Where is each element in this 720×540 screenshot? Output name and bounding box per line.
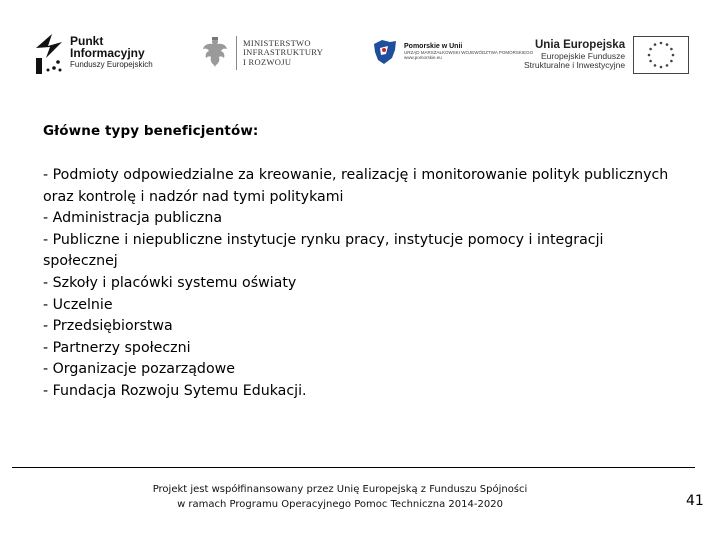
logo-pomorskie-line2: URZĄD MARSZAŁKOWSKI WOJEWÓDZTWA POMORSKIEGO xyxy=(404,49,534,55)
beneficiary-list xyxy=(43,165,673,403)
pomorskie-logo xyxy=(372,38,533,66)
ministry-logo xyxy=(200,36,323,70)
logo-pomorskie-line1: Pomorskie w Unii xyxy=(404,43,463,51)
eu-logo xyxy=(524,36,689,74)
flag-icon xyxy=(34,30,64,74)
footer-divider xyxy=(12,467,695,468)
logo-eu-line3: Strukturalne i Inwestycyjne xyxy=(524,60,626,71)
logo-ministry-line3: I ROZWOJU xyxy=(243,56,292,67)
list-item: - Przedsiębiorstwa xyxy=(43,318,173,335)
footer-note xyxy=(150,482,530,512)
logo-ministry-line2: INFRASTRUKTURY xyxy=(243,47,324,58)
pomorskie-map-icon xyxy=(372,38,398,66)
logo-divider xyxy=(236,36,237,70)
list-item: - Fundacja Rozwoju Sytemu Edukacji. xyxy=(43,382,307,399)
punkt-informacyjny-logo xyxy=(34,30,153,74)
eu-flag-icon xyxy=(633,36,689,74)
logo-ministry-line1: MINISTERSTWO xyxy=(243,38,311,49)
logo-eu-line1: Unia Europejska xyxy=(534,39,626,52)
list-item: - Organizacje pozarządowe xyxy=(43,361,235,378)
list-item: - Podmioty odpowiedzialne za kreowanie, realizację i monitorowanie polityk publicznych oraz kontrolę i nadzór nad tymi politykami xyxy=(43,167,669,205)
eagle-emblem-icon xyxy=(200,36,230,70)
list-item: - Administracja publiczna xyxy=(43,210,223,227)
logo-punkt-line1: Punkt xyxy=(70,33,104,48)
list-item: - Publiczne i niepubliczne instytucje rynku pracy, instytucje pomocy i integracji społecznej xyxy=(43,231,604,270)
page-number: 41 xyxy=(686,493,704,509)
logo-bar xyxy=(0,0,720,100)
list-item: - Szkoły i placówki systemu oświaty xyxy=(43,274,297,291)
logo-pomorskie-line3: www.pomorskie.eu xyxy=(404,54,442,60)
footer-line2: w ramach Programu Operacyjnego Pomoc Techniczna 2014-2020 xyxy=(177,499,503,510)
section-heading: Główne typy beneficjentów: xyxy=(43,123,259,139)
logo-punkt-line3: Funduszy Europejskich xyxy=(70,59,153,69)
list-item: - Uczelnie xyxy=(43,296,113,313)
footer-line1: Projekt jest współfinansowany przez Unię Europejską z Funduszu Spójności xyxy=(152,484,528,495)
list-item: - Partnerzy społeczni xyxy=(43,339,191,356)
logo-punkt-line2: Informacyjny xyxy=(70,46,145,61)
logo-eu-line2: Europejskie Fundusze xyxy=(541,50,626,61)
